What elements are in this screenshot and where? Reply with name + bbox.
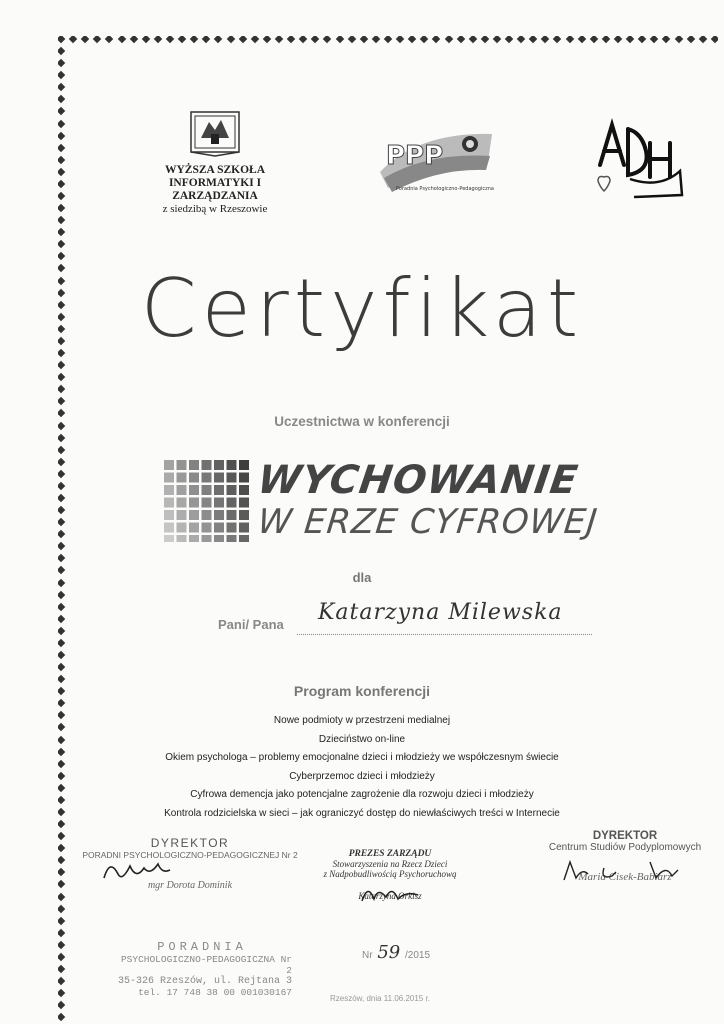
border-dot (384, 36, 392, 43)
signature-block-right (530, 830, 720, 883)
border-dot (263, 36, 271, 43)
signature-institution: Centrum Studiów Podyplomowych (548, 842, 702, 853)
border-dot (58, 131, 65, 139)
school-name-2: INFORMATYKI I ZARZĄDZANIA (168, 177, 262, 202)
border-dot (58, 156, 65, 164)
program-title: Program konferencji (293, 683, 431, 699)
ppp-logo (378, 122, 496, 199)
border-dot (58, 977, 65, 985)
border-dot (674, 36, 682, 43)
border-dot (481, 36, 489, 43)
ppp-label: Poradnia Psychologiczno-Pedagogiczna (396, 186, 494, 192)
border-dot (93, 36, 101, 43)
border-dot (58, 651, 65, 659)
program-item: Cyfrowa demencja jako potencjalne zagrożenie dla rozwoju dzieci i młodzieży (190, 789, 534, 800)
border-dot (626, 36, 634, 43)
border-dot (505, 36, 513, 43)
border-dot (58, 47, 65, 55)
border-dot (58, 361, 65, 369)
signature-block-center (300, 849, 480, 901)
border-dot (493, 36, 501, 43)
border-dot (154, 36, 162, 43)
border-dot (58, 590, 65, 598)
handwritten-signature-icon (358, 881, 428, 907)
border-dot (699, 36, 707, 43)
border-dot (58, 542, 65, 550)
svg-text:PPP: PPP (386, 141, 444, 171)
border-dot (577, 36, 585, 43)
border-dot (711, 36, 718, 43)
school-crest-icon (187, 108, 243, 158)
signature-person: Katarzyna Orkisz (358, 891, 422, 901)
border-dot (58, 916, 65, 924)
border-dot (58, 880, 65, 888)
border-dot (58, 904, 65, 912)
border-dot (58, 228, 65, 236)
border-dot (662, 36, 670, 43)
border-dot (58, 615, 65, 623)
stamp-line-1: PORADNIA (157, 940, 247, 954)
conference-title-line-1: WYCHOWANIE (254, 458, 582, 503)
certificate-subtitle: Uczestnictwa w konferencji (274, 414, 450, 429)
border-dot (58, 192, 65, 200)
border-dot (58, 107, 65, 115)
border-dot (638, 36, 646, 43)
border-dot (299, 36, 307, 43)
stamp-line-3: 35-326 Rzeszów, ul. Rejtana 3 (117, 976, 292, 987)
signature-person: Maria Cisek-Babiarz (578, 871, 672, 883)
border-dot (335, 36, 343, 43)
border-dot (58, 482, 65, 490)
border-dot (58, 965, 65, 973)
border-dot (590, 36, 598, 43)
border-dot (58, 397, 65, 405)
handwritten-signature-icon (560, 858, 710, 884)
border-dot (468, 36, 476, 43)
border-dot (58, 506, 65, 514)
place-date: Rzeszów, dnia 11.06.2015 r. (330, 994, 430, 1003)
number-prefix: Nr (362, 950, 373, 961)
adhd-logo-icon (590, 115, 690, 205)
conference-title-line-2: W ERZE CYFROWEJ (255, 502, 600, 542)
program-item: Dzieciństwo on-line (318, 733, 406, 745)
border-dot (58, 953, 65, 961)
border-dot (58, 433, 65, 441)
border-dot (58, 445, 65, 453)
border-dot (202, 36, 210, 43)
border-dot (58, 941, 65, 949)
signature-person: mgr Dorota Dominik (147, 880, 233, 891)
border-dot (58, 1001, 65, 1009)
border-dot (58, 168, 65, 176)
border-dot (226, 36, 234, 43)
border-dot (686, 36, 694, 43)
border-dot (58, 373, 65, 381)
border-dot (58, 627, 65, 635)
border-dot (238, 36, 246, 43)
recipient-label: Pani/ Pana (218, 617, 284, 632)
adhd-association-logo (590, 115, 690, 210)
border-dot (58, 36, 65, 43)
school-logo (125, 108, 305, 216)
border-dot (190, 36, 198, 43)
signature-role: DYREKTOR (150, 836, 230, 850)
border-dot (58, 602, 65, 610)
border-dot (58, 639, 65, 647)
institution-stamp (112, 940, 292, 998)
program-item: Cyberprzemoc dzieci i młodzieży (289, 770, 435, 782)
border-dot (359, 36, 367, 43)
border-dot (58, 470, 65, 478)
border-dot (58, 832, 65, 840)
recipient-dotted-line (297, 634, 592, 635)
border-dot (396, 36, 404, 43)
border-dot (178, 36, 186, 43)
border-dot (553, 36, 561, 43)
border-dot (58, 240, 65, 248)
border-dot (58, 83, 65, 91)
border-dot (58, 59, 65, 67)
certificate-title: Certyfikat (140, 262, 584, 355)
stamp-line-4: tel. 17 748 38 00 001030167 (138, 987, 292, 998)
border-dot (58, 216, 65, 224)
border-dot (432, 36, 440, 43)
signature-role: DYREKTOR (592, 830, 658, 842)
conference-pixel-icon (164, 460, 252, 542)
border-dot (58, 868, 65, 876)
border-dot (347, 36, 355, 43)
signature-block-left (80, 836, 300, 891)
border-dot (58, 385, 65, 393)
border-dot (58, 844, 65, 852)
border-dot (420, 36, 428, 43)
border-dot (565, 36, 573, 43)
border-dot (117, 36, 125, 43)
border-dot (614, 36, 622, 43)
decorative-border-left (58, 36, 72, 1021)
school-name: WYŻSZA SZKOŁA (164, 164, 266, 176)
signature-role: PREZES ZARZĄDU (348, 849, 432, 859)
border-dot (105, 36, 113, 43)
border-dot (58, 856, 65, 864)
border-dot (58, 204, 65, 212)
border-dot (58, 699, 65, 707)
border-dot (529, 36, 537, 43)
school-location: z siedzibą w Rzeszowie (162, 203, 268, 215)
stamp-line-2: PSYCHOLOGICZNO-PEDAGOGICZNA Nr 2 (120, 954, 292, 976)
border-dot (602, 36, 610, 43)
for-label: dla (352, 570, 372, 585)
border-dot (372, 36, 380, 43)
border-dot (541, 36, 549, 43)
border-dot (81, 36, 89, 43)
border-dot (58, 892, 65, 900)
program-list (0, 712, 724, 823)
border-dot (444, 36, 452, 43)
number-suffix: /2015 (405, 950, 431, 961)
border-dot (58, 252, 65, 260)
border-dot (58, 180, 65, 188)
decorative-border-top (58, 36, 718, 50)
border-dot (58, 929, 65, 937)
border-dot (311, 36, 319, 43)
border-dot (58, 95, 65, 103)
handwritten-signature-icon (100, 856, 220, 886)
border-dot (58, 119, 65, 127)
border-dot (58, 554, 65, 562)
recipient-name: Katarzyna Milewska (318, 600, 563, 625)
signature-institution-2: z Nadpobudliwością Psychoruchową (323, 869, 457, 879)
certificate-number (362, 942, 430, 963)
border-dot (214, 36, 222, 43)
border-dot (58, 494, 65, 502)
border-dot (251, 36, 259, 43)
border-dot (142, 36, 150, 43)
border-dot (517, 36, 525, 43)
border-dot (650, 36, 658, 43)
border-dot (58, 1013, 65, 1021)
signature-institution: Stowarzyszenia na Rzecz Dzieci (332, 859, 448, 869)
number-value: 59 (377, 942, 401, 963)
border-dot (408, 36, 416, 43)
border-dot (456, 36, 464, 43)
border-dot (287, 36, 295, 43)
signature-institution: PORADNI PSYCHOLOGICZNO-PEDAGOGICZNEJ Nr 2 (82, 850, 298, 860)
border-dot (166, 36, 174, 43)
border-dot (58, 457, 65, 465)
border-dot (58, 663, 65, 671)
program-item: Okiem psychologa – problemy emocjonalne dzieci i młodzieży we współczesnym świecie (165, 752, 559, 763)
program-item: Nowe podmioty w przestrzeni medialnej (273, 715, 451, 726)
border-dot (129, 36, 137, 43)
border-dot (58, 143, 65, 151)
border-dot (58, 518, 65, 526)
border-dot (323, 36, 331, 43)
program-item: Kontrola rodzicielska w sieci – jak ograniczyć dostęp do niewłaściwych treści w Internecie (164, 807, 560, 819)
border-dot (58, 71, 65, 79)
border-dot (58, 530, 65, 538)
border-dot (58, 989, 65, 997)
ppp-logo-icon (378, 122, 496, 194)
border-dot (275, 36, 283, 43)
